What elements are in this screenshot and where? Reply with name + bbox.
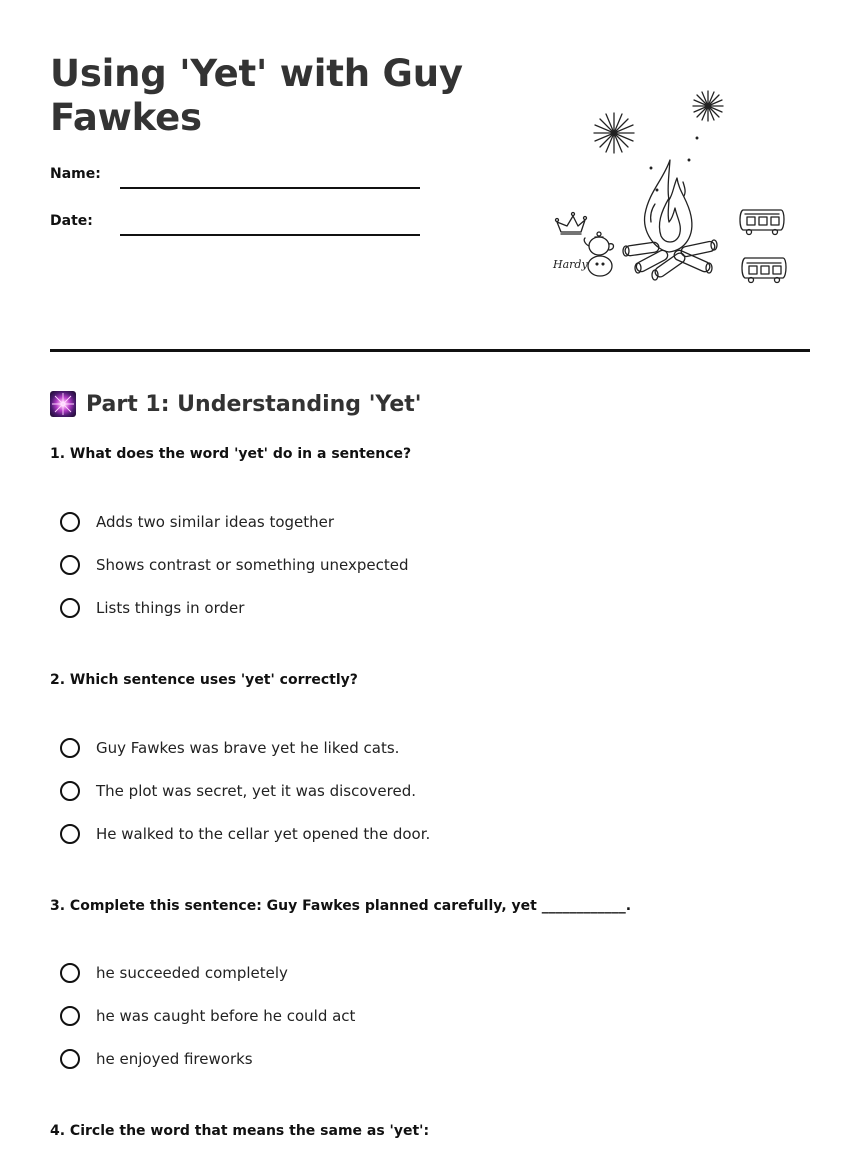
radio-button[interactable] — [60, 963, 80, 983]
firework-icon — [693, 91, 723, 121]
name-field[interactable] — [120, 187, 420, 189]
crown-icon — [556, 213, 587, 235]
section-title: Part 1: Understanding 'Yet' — [86, 391, 422, 417]
option-label: he was caught before he could act — [96, 1007, 356, 1025]
radio-button[interactable] — [60, 512, 80, 532]
fireworks-icon — [50, 391, 76, 417]
question-3-text: 3. Complete this sentence: Guy Fawkes planned carefully, yet ____________. — [50, 898, 632, 914]
option-label: The plot was secret, yet it was discovered. — [96, 782, 417, 800]
logs-icon — [623, 240, 717, 280]
option-label: Lists things in order — [96, 599, 245, 617]
question-1-option-c[interactable] — [60, 595, 244, 621]
header-divider — [50, 349, 810, 352]
radio-button[interactable] — [60, 598, 80, 618]
option-label: he enjoyed fireworks — [96, 1050, 253, 1068]
flame-icon — [645, 160, 692, 252]
radio-button[interactable] — [60, 1006, 80, 1026]
question-1-option-b[interactable] — [60, 552, 408, 578]
option-label: he succeeded completely — [96, 964, 288, 982]
firework-icon — [594, 113, 634, 153]
date-label: Date: — [50, 213, 93, 229]
question-1-text: 1. What does the word 'yet' do in a sentence? — [50, 446, 412, 462]
option-label: He walked to the cellar yet opened the door. — [96, 825, 431, 843]
question-2-option-a[interactable] — [60, 735, 399, 761]
radio-button[interactable] — [60, 738, 80, 758]
section-part1-heading — [50, 388, 422, 420]
wagon-icon — [740, 210, 784, 235]
radio-button[interactable] — [60, 1049, 80, 1069]
option-label: Guy Fawkes was brave yet he liked cats. — [96, 739, 400, 757]
worksheet-title: Using 'Yet' with Guy Fawkes — [50, 52, 463, 139]
option-label: Shows contrast or something unexpected — [96, 556, 409, 574]
radio-button[interactable] — [60, 555, 80, 575]
wagon-icon — [742, 258, 786, 283]
teapot-icon — [584, 232, 613, 276]
name-label: Name: — [50, 166, 101, 182]
date-field[interactable] — [120, 234, 420, 236]
radio-button[interactable] — [60, 781, 80, 801]
question-2-text: 2. Which sentence uses 'yet' correctly? — [50, 672, 358, 688]
question-1-option-a[interactable] — [60, 509, 334, 535]
question-3-option-a[interactable] — [60, 960, 288, 986]
option-label: Adds two similar ideas together — [96, 513, 335, 531]
question-3-option-c[interactable] — [60, 1046, 253, 1072]
question-2-option-b[interactable] — [60, 778, 416, 804]
bonfire-illustration — [545, 80, 795, 290]
question-4-text: 4. Circle the word that means the same as 'yet': — [50, 1123, 430, 1139]
illustration-caption: Hardy — [553, 258, 588, 271]
question-3-option-b[interactable] — [60, 1003, 355, 1029]
radio-button[interactable] — [60, 824, 80, 844]
question-2-option-c[interactable] — [60, 821, 430, 847]
